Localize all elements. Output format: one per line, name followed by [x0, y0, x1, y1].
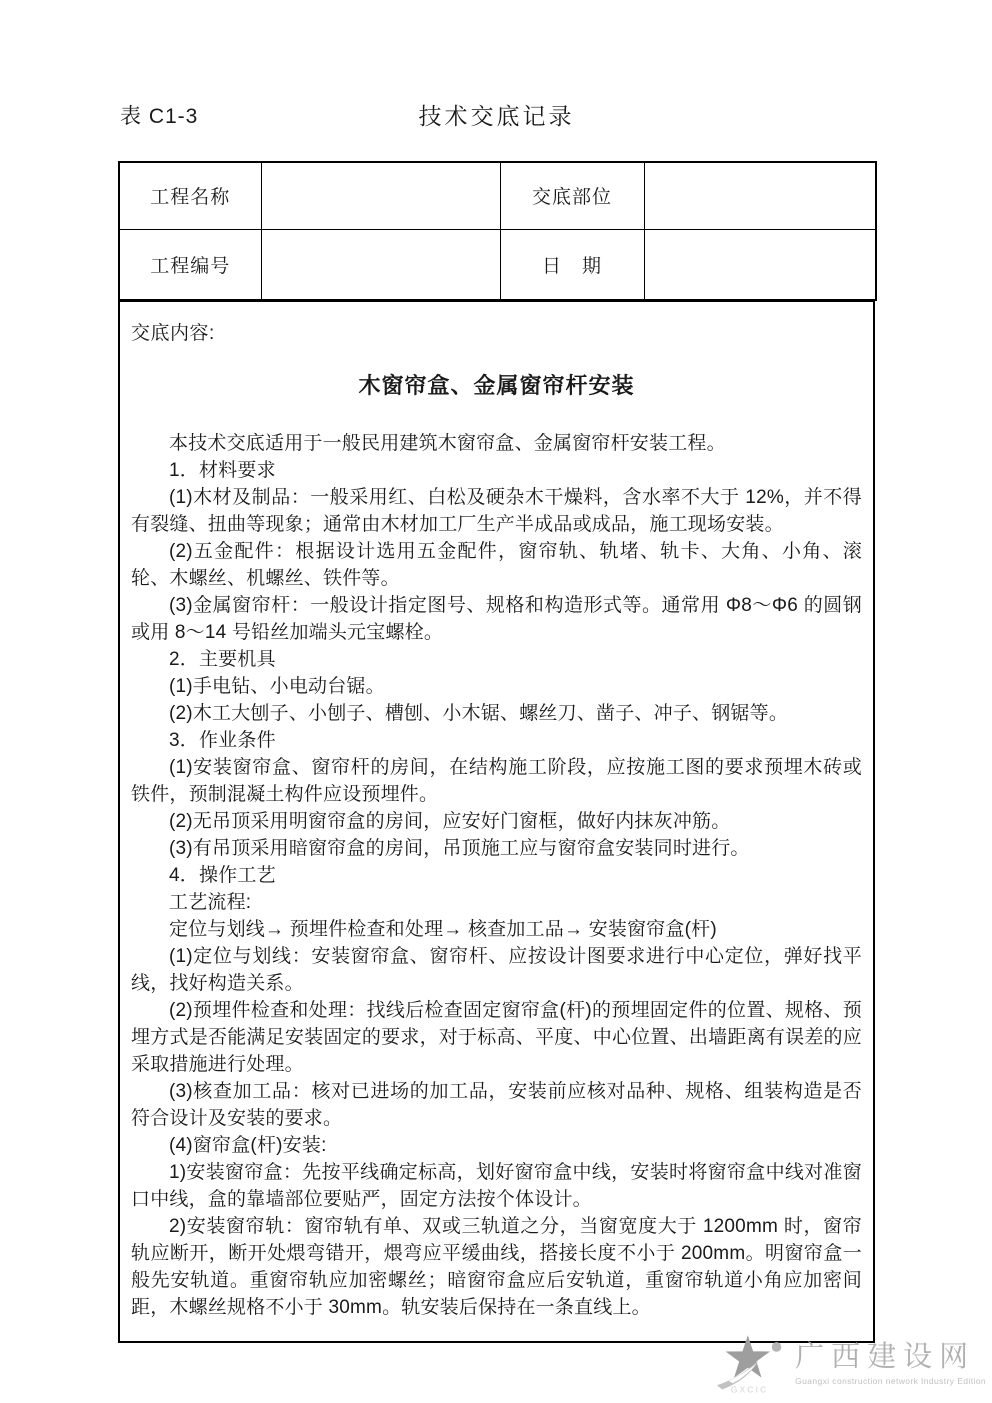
content-paragraph: 定位与划线→ 预埋件检查和处理→ 核查加工品→ 安装窗帘盒(杆)	[169, 919, 717, 940]
content-paragraphs	[131, 430, 862, 1321]
content-paragraph: (1)木材及制品：一般采用红、白松及硬杂木干燥料，含水率不大于 12%，并不得有裂缝、扭曲等现象；通常由木材加工厂生产半成品或成品，施工现场安装。	[131, 487, 862, 535]
disclosure-part-field[interactable]	[644, 162, 876, 229]
site-watermark-logo	[709, 1331, 986, 1397]
content-section-label: 交底内容:	[131, 323, 215, 344]
content-paragraph: (1)安装窗帘盒、窗帘杆的房间，在结构施工阶段，应按施工图的要求预埋木砖或铁件，预制混凝土构件应设预埋件。	[131, 757, 862, 805]
table-row	[119, 229, 876, 300]
content-paragraph: 工艺流程:	[169, 892, 252, 913]
star-icon	[709, 1331, 793, 1397]
date-label: 日 期	[500, 229, 644, 300]
project-number-label: 工程编号	[119, 229, 261, 300]
content-paragraph: 1．材料要求	[169, 460, 276, 481]
content-box	[118, 300, 875, 1343]
content-paragraph: 4．操作工艺	[169, 865, 276, 886]
disclosure-part-label: 交底部位	[500, 162, 644, 229]
content-paragraph: 本技术交底适用于一般民用建筑木窗帘盒、金属窗帘杆安装工程。	[169, 433, 726, 454]
page-title: 技术交底记录	[418, 103, 575, 129]
content-paragraph: 3．作业条件	[169, 730, 276, 751]
logo-text	[795, 1342, 986, 1386]
project-name-field[interactable]	[261, 162, 500, 229]
date-field[interactable]	[644, 229, 876, 300]
content-title: 木窗帘盒、金属窗帘杆安装	[358, 373, 635, 398]
info-table	[118, 161, 877, 301]
content-paragraph: 2)安装窗帘轨：窗帘轨有单、双或三轨道之分，当窗宽度大于 1200mm 时，窗帘轨应断开，断开处煨弯错开，煨弯应平缓曲线，搭接长度不小于 200mm。明窗帘盒一般先安轨道。重窗帘轨应加密螺丝；暗窗帘盒应后安轨道，重窗帘轨道小角应加密间距，木螺丝规格不小于 30mm。轨安装后保持在一条直线上。	[131, 1216, 862, 1318]
content-paragraph: (4)窗帘盒(杆)安装:	[169, 1135, 327, 1156]
content-paragraph: (2)无吊顶采用明窗帘盒的房间，应安好门窗框，做好内抹灰冲筋。	[169, 811, 731, 832]
logo-badge-text: GXCIC	[730, 1384, 769, 1395]
content-paragraph: (2)木工大刨子、小刨子、槽刨、小木锯、螺丝刀、凿子、冲子、钢锯等。	[169, 703, 789, 724]
content-paragraph: (2)预埋件检查和处理：找线后检查固定窗帘盒(杆)的预埋固定件的位置、规格、预埋方式是否能满足安装固定的要求，对于标高、平度、中心位置、出墙距离有误差的应采取措施进行处理。	[131, 1000, 862, 1075]
content-paragraph: (3)金属窗帘杆：一般设计指定图号、规格和构造形式等。通常用 Φ8～Φ6 的圆钢或用 8～14 号铅丝加端头元宝螺栓。	[131, 595, 862, 643]
logo-name: 广西建设网	[795, 1341, 976, 1374]
logo-subtitle: Guangxi construction network Industry Edition	[795, 1375, 986, 1386]
content-paragraph: (3)核查加工品：核对已进场的加工品，安装前应核对品种、规格、组装构造是否符合设计及安装的要求。	[131, 1081, 862, 1129]
form-code: 表 C1-3	[120, 105, 199, 128]
content-paragraph: (1)手电钻、小电动台锯。	[169, 676, 385, 697]
project-name-label: 工程名称	[119, 162, 261, 229]
content-paragraph: 2．主要机具	[169, 649, 276, 670]
table-row	[119, 162, 876, 229]
project-number-field[interactable]	[261, 229, 500, 300]
document-header	[118, 0, 875, 129]
content-paragraph: 1)安装窗帘盒：先按平线确定标高，划好窗帘盒中线，安装时将窗帘盒中线对准窗口中线，盒的靠墙部位要贴严，固定方法按个体设计。	[131, 1162, 862, 1210]
content-paragraph: (2)五金配件：根据设计选用五金配件，窗帘轨、轨堵、轨卡、大角、小角、滚轮、木螺丝、机螺丝、铁件等。	[131, 541, 862, 589]
content-paragraph: (1)定位与划线：安装窗帘盒、窗帘杆、应按设计图要求进行中心定位，弹好找平线，找好构造关系。	[131, 946, 862, 994]
content-paragraph: (3)有吊顶采用暗窗帘盒的房间，吊顶施工应与窗帘盒安装同时进行。	[169, 838, 750, 859]
